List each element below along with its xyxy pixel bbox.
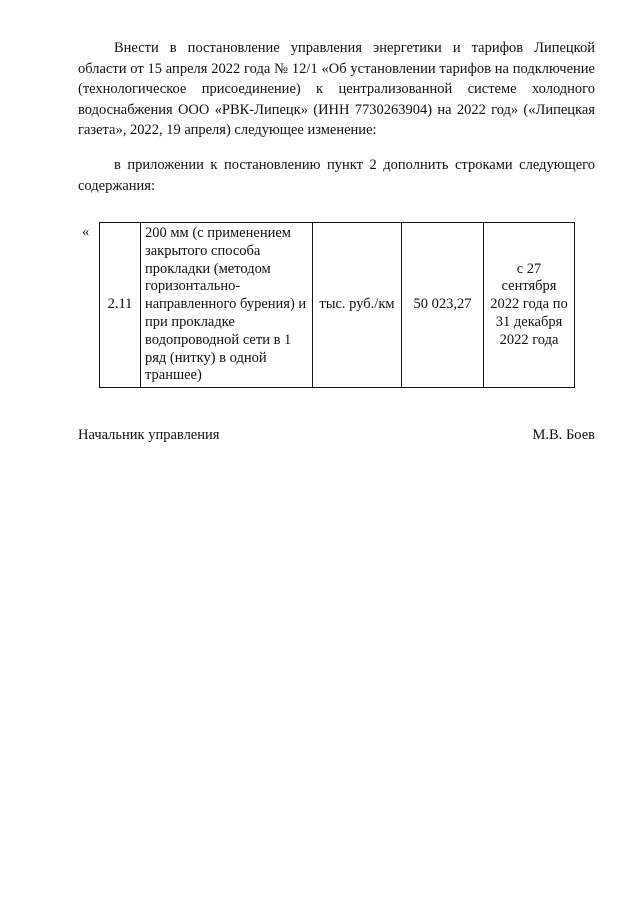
table-row bbox=[100, 223, 575, 388]
value-cell: 50 023,27 bbox=[402, 223, 484, 388]
signatory-position: Начальник управления bbox=[78, 427, 220, 443]
row-number-cell: 2.11 bbox=[100, 223, 141, 388]
tariff-table bbox=[99, 222, 575, 388]
appendix-paragraph: в приложении к постановлению пункт 2 дополнить строками следующего содержания: bbox=[78, 157, 595, 194]
signatory-name: М.В. Боев bbox=[532, 427, 595, 443]
description-cell: 200 мм (с применением закрытого способа прокладки (методом горизонтально-направленного бурения) и при прокладке водопроводной сети в 1 ряд (нитку) в одной траншее) bbox=[141, 223, 313, 388]
period-cell: с 27 сентября 2022 года по 31 декабря 2022 года bbox=[484, 223, 575, 388]
unit-cell: тыс. руб./км bbox=[313, 223, 402, 388]
amendment-paragraph: Внести в постановление управления энергетики и тарифов Липецкой области от 15 апреля 2022 года № 12/1 «Об установлении тарифов на подключение (технологическое присоединение) к централизованной системе холодного водоснабжения ООО «РВК-Липецк» (ИНН 7730263904) на 2022 год» («Липецкая газета», 2022, 19 апреля) следующее изменение: bbox=[78, 40, 595, 138]
opening-quote: « bbox=[82, 224, 90, 240]
